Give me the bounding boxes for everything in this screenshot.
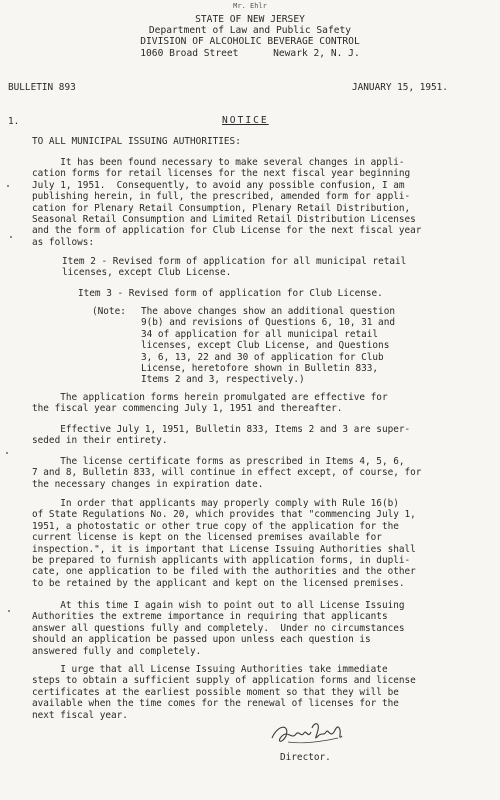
top-handwritten-mark: Mr. Ehlr <box>233 2 267 10</box>
note-text: The above changes show an additional question 9(b) and revisions of Questions 6, 10, 31 and 34 of application for all municipal retail licenses, except Club License, and Questions 3, 6, 13, 22 and 30 of application for Club License, heretofore shown in Bulletin 833, Items 2 and 3, respectively.) <box>141 306 395 386</box>
paragraph-intro: It has been found necessary to make several changes in appli- cation forms for retail licenses for the next fiscal year beginning July 1, 1951. Consequently, to avoid any possible confusion, I am publishing herein, in full, the prescribed, amended form for appli- cation for Plenary Retail Consumption, Plenary Retail Distribution, Seasonal Retail Consumption and Limited Retail Distribution Licenses and the form of application for Club License for the next fiscal year as follows: <box>32 157 422 248</box>
letterhead-department: Department of Law and Public Safety <box>148 25 352 37</box>
margin-dot <box>7 185 9 187</box>
letterhead-division: DIVISION OF ALCOHOLIC BEVERAGE CONTROL <box>140 36 360 48</box>
bulletin-date: JANUARY 15, 1951. <box>352 82 448 93</box>
paragraph-effective: The application forms herein promulgated are effective for the fiscal year commencing July 1, 1951 and thereafter. <box>32 392 388 415</box>
item-number: 1. <box>8 116 20 127</box>
item-2-entry: Item 2 - Revised form of application for all municipal retail licenses, except Club License. <box>62 256 407 279</box>
paragraph-rule-16b: In order that applicants may properly comply with Rule 16(b) of State Regulations No. 20, which provides that "commencing July 1, 1951, a photostatic or other true copy of the application for the current license is kept on the licensed premises available for inspection.", it is important that License Issuing Authorities shall be prepared to furnish applicants with application forms, in dupli- cate, one application to be filed with the authorities and the other to be retained by the applicant and kept on the licensed premises. <box>32 498 416 589</box>
paragraph-questions: At this time I again wish to point out to all License Issuing Authorities the extreme importance in requiring that applicants answer all questions fully and completely. Under no circumstances should an application be passed upon unless each question is answered fully and completely. <box>32 600 405 657</box>
letterhead <box>0 14 500 59</box>
item-3-entry: Item 3 - Revised form of application for Club License. <box>78 288 383 299</box>
letterhead-state: STATE OF NEW JERSEY <box>195 14 305 25</box>
note-label: (Note: <box>92 306 126 317</box>
margin-dot <box>8 610 10 612</box>
letterhead-address: 1060 Broad Street Newark 2, N. J. <box>140 47 360 59</box>
margin-dot <box>10 236 12 238</box>
addressee: TO ALL MUNICIPAL ISSUING AUTHORITIES: <box>32 136 241 147</box>
margin-dot <box>6 452 8 454</box>
handwritten-signature <box>268 718 348 750</box>
bulletin-number: BULLETIN 893 <box>8 82 76 93</box>
paragraph-superseded: Effective July 1, 1951, Bulletin 833, Items 2 and 3 are super- seded in their entirety. <box>32 424 411 447</box>
signer-title: Director. <box>280 752 331 763</box>
notice-title: NOTICE <box>222 115 269 126</box>
paragraph-supply: I urge that all License Issuing Authorities take immediate steps to obtain a sufficient supply of application forms and license certificates at the earliest possible moment so that they will be available when the time comes for the renewal of licenses for the next fiscal year. <box>32 664 416 721</box>
paragraph-certificates: The license certificate forms as prescribed in Items 4, 5, 6, 7 and 8, Bulletin 833, will continue in effect except, of course, for the necessary changes in expiration date. <box>32 456 422 490</box>
